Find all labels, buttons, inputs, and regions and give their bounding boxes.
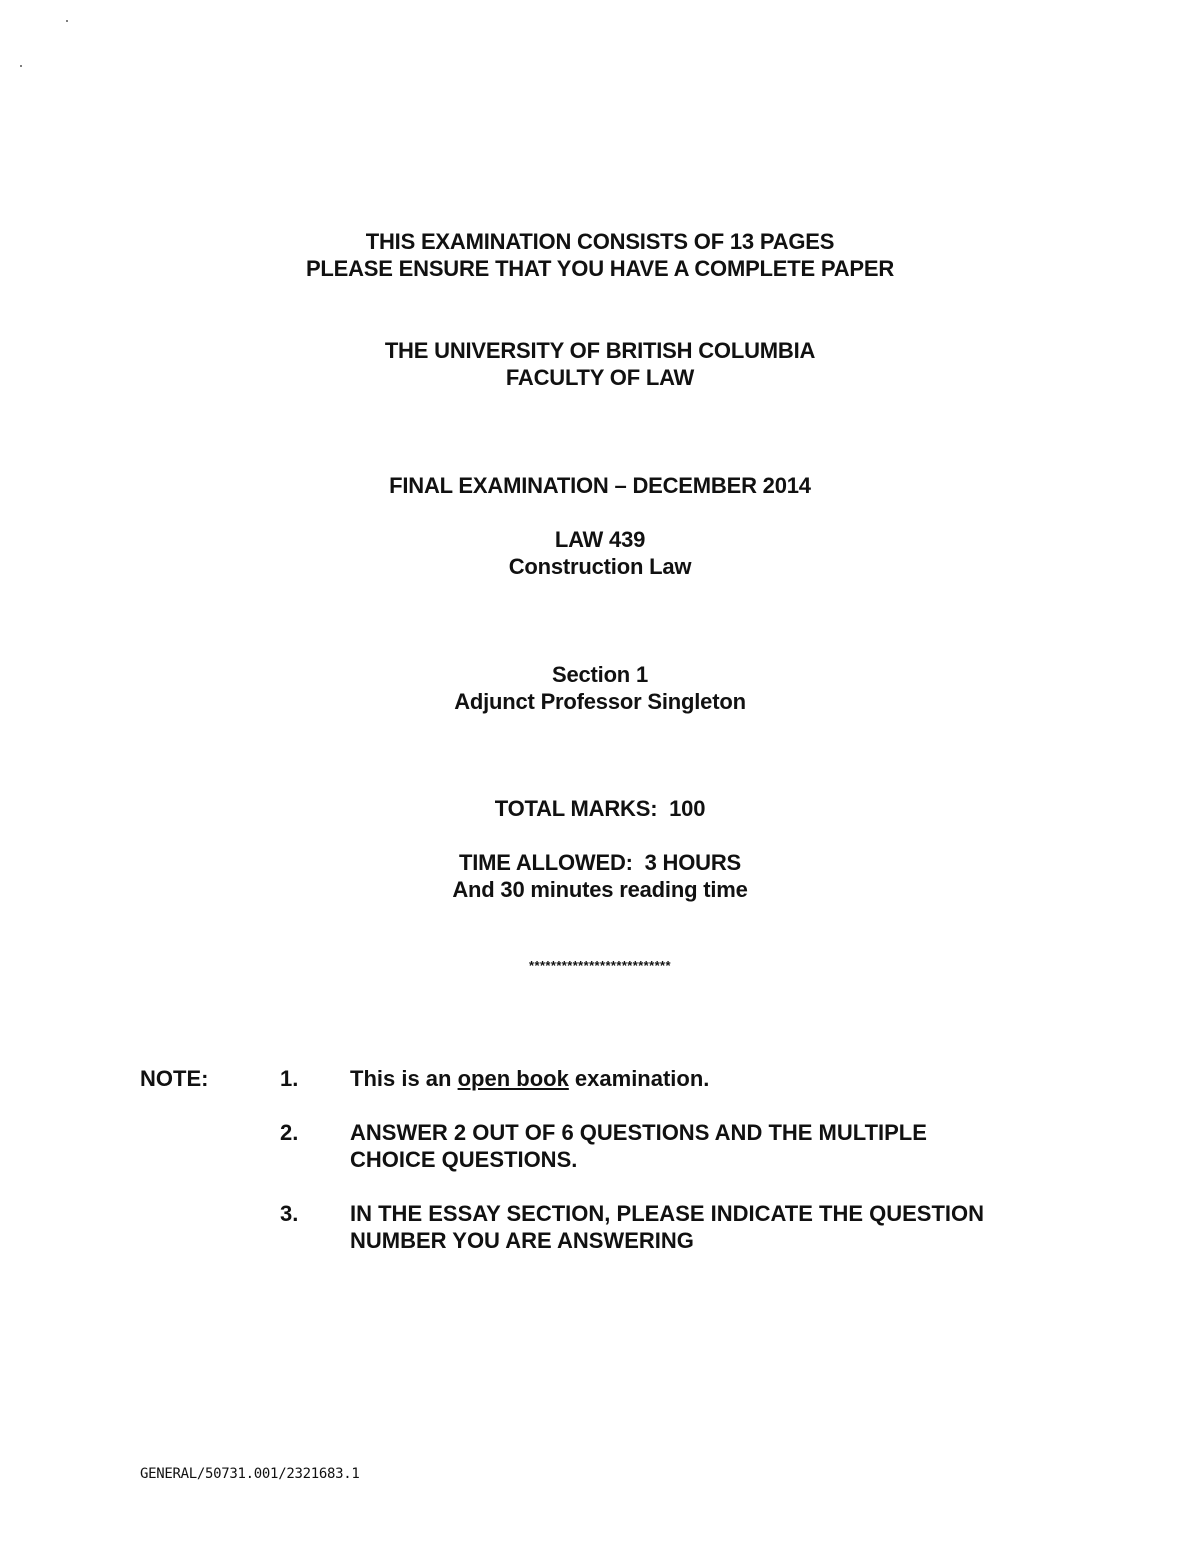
note-text-after: examination. bbox=[568, 1066, 710, 1091]
faculty-name: FACULTY OF LAW bbox=[505, 365, 695, 390]
note-text-line: CHOICE QUESTIONS. bbox=[350, 1147, 578, 1172]
note-text-line: IN THE ESSAY SECTION, PLEASE INDICATE THE QUESTION bbox=[350, 1201, 985, 1226]
note-text bbox=[350, 1119, 1050, 1173]
course-name: Construction Law bbox=[508, 554, 692, 579]
complete-paper-notice: PLEASE ENSURE THAT YOU HAVE A COMPLETE PAPER bbox=[305, 256, 895, 281]
page-count-notice: THIS EXAMINATION CONSISTS OF 13 PAGES bbox=[365, 229, 835, 254]
course-block bbox=[0, 526, 1200, 580]
course-code: LAW 439 bbox=[554, 527, 646, 552]
note-number: 3. bbox=[280, 1201, 299, 1226]
scan-speck bbox=[66, 20, 68, 22]
exam-title-block bbox=[0, 472, 1200, 499]
note-text bbox=[350, 1200, 1050, 1254]
note-number: 2. bbox=[280, 1120, 299, 1145]
scan-speck bbox=[20, 65, 22, 67]
exam-header bbox=[0, 228, 1200, 282]
note-text bbox=[350, 1065, 1050, 1092]
section-block bbox=[0, 661, 1200, 715]
note-text-line: ANSWER 2 OUT OF 6 QUESTIONS AND THE MULTIPLE bbox=[350, 1120, 927, 1145]
marks-block bbox=[0, 795, 1200, 822]
university-name: THE UNIVERSITY OF BRITISH COLUMBIA bbox=[384, 338, 816, 363]
section-number: Section 1 bbox=[551, 662, 648, 687]
institution bbox=[0, 337, 1200, 391]
note-number: 1. bbox=[280, 1066, 299, 1091]
instructor-name: Adjunct Professor Singleton bbox=[454, 689, 746, 714]
exam-title: FINAL EXAMINATION – DECEMBER 2014 bbox=[389, 473, 811, 498]
note-label: NOTE: bbox=[140, 1066, 209, 1091]
note-text-line: NUMBER YOU ARE ANSWERING bbox=[350, 1228, 694, 1253]
open-book-underlined: open book bbox=[457, 1066, 569, 1091]
time-allowed: TIME ALLOWED: 3 HOURS bbox=[459, 850, 741, 875]
note-text-before: This is an bbox=[350, 1066, 458, 1091]
reading-time: And 30 minutes reading time bbox=[452, 877, 748, 902]
time-block bbox=[0, 849, 1200, 903]
separator-stars: ************************** bbox=[529, 958, 671, 973]
document-code: GENERAL/50731.001/2321683.1 bbox=[140, 1466, 360, 1482]
total-marks: TOTAL MARKS: 100 bbox=[494, 796, 706, 821]
